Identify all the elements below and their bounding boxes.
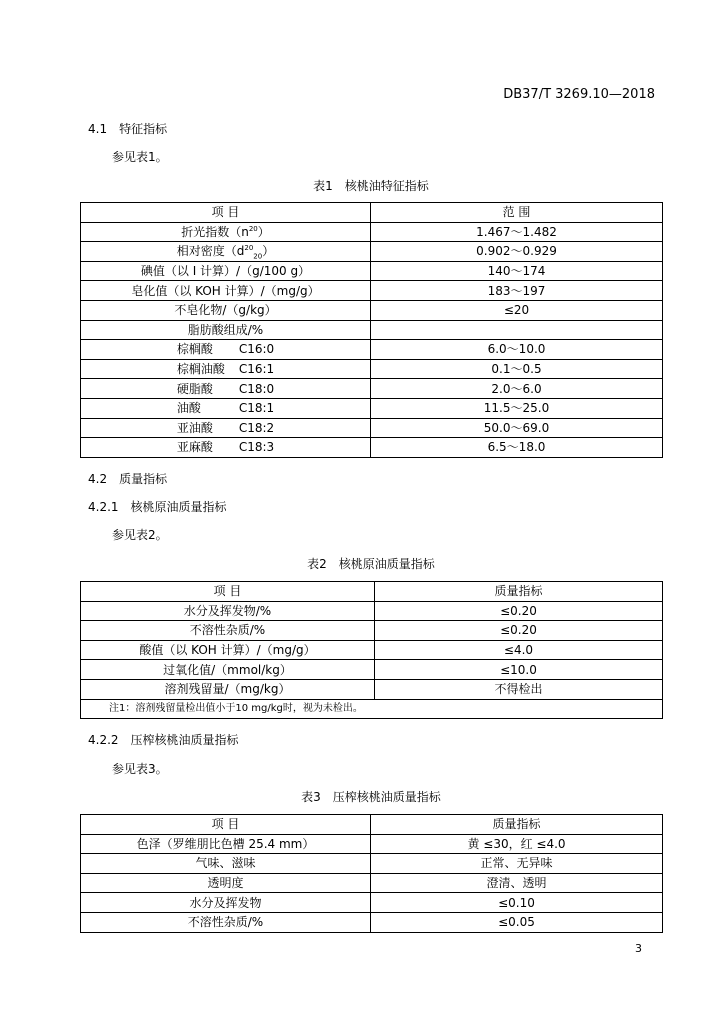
table-cell-item: 碘值（以 I 计算）/（g/100 g） [81, 261, 371, 281]
table-cell-item: 透明度 [81, 873, 371, 893]
table-1-header-range: 范 围 [371, 203, 663, 223]
relative-density-label: 相对密度$(d^{20}_{20})$ [81, 242, 371, 262]
table-2-header-item: 项 目 [81, 582, 375, 602]
table-row [81, 912, 663, 932]
relative-density-value: 0.902～0.929 [371, 242, 663, 262]
table-cell-item: 色泽（罗维朋比色槽 25.4 mm） [81, 834, 371, 854]
table-row [81, 621, 663, 641]
table-row [81, 242, 663, 262]
table-1-header-item: 项 目 [81, 203, 371, 223]
table-cell-value: ≤0.20 [375, 621, 663, 641]
fatty-acid-item: 亚麻酸 C18:3 [81, 438, 371, 458]
fatty-acid-value: 11.5～25.0 [371, 398, 663, 418]
table-cell-value: 澄清、透明 [371, 873, 663, 893]
table-row [81, 873, 663, 893]
table-row [81, 281, 663, 301]
table-3-header-value: 质量指标 [371, 815, 663, 835]
fatty-acid-item: 棕榈酸 C16:0 [81, 340, 371, 360]
fatty-acid-value: 6.0～10.0 [371, 340, 663, 360]
table-3-header-row [81, 815, 663, 835]
section-4-2-2-title: 4.2.2 压榨核桃油质量指标 [88, 733, 239, 747]
table-cell-item: 不溶性杂质/% [81, 621, 375, 641]
section-4-2-2-reference: 参见表3。 [112, 762, 168, 776]
table-1-caption: 表1 核桃油特征指标 [313, 179, 429, 193]
document-code: DB37/T 3269.10—2018 [503, 87, 655, 102]
table-cell-value: 140～174 [371, 261, 663, 281]
table-note-row [81, 699, 663, 719]
page-number: 3 [635, 942, 642, 955]
table-cell-item: 不皂化物/（g/kg） [81, 300, 371, 320]
table-cell-item: 酸值（以 KOH 计算）/（mg/g） [81, 640, 375, 660]
table-row [81, 854, 663, 874]
table-cell-value: ≤0.05 [371, 912, 663, 932]
fatty-acid-item: 硬脂酸 C18:0 [81, 379, 371, 399]
table-row [81, 834, 663, 854]
section-4-2-1-reference: 参见表2。 [112, 528, 168, 542]
section-4-1-reference: 参见表1。 [112, 150, 168, 164]
refractive-index-value: 1.467～1.482 [371, 222, 663, 242]
table-2-header-value: 质量指标 [375, 582, 663, 602]
table-2-header-row [81, 582, 663, 602]
table-cell-item: 水分及挥发物/% [81, 601, 375, 621]
table-row [81, 679, 663, 699]
table-row [81, 660, 663, 680]
table-1-header-row [81, 203, 663, 223]
table-cell-value: 不得检出 [375, 679, 663, 699]
table-3-caption: 表3 压榨核桃油质量指标 [301, 790, 441, 804]
fatty-acid-item: 棕榈油酸 C16:1 [81, 359, 371, 379]
table-row [81, 222, 663, 242]
fatty-acid-value: 6.5～18.0 [371, 438, 663, 458]
fatty-acid-value: 2.0～6.0 [371, 379, 663, 399]
table-cell-item: 皂化值（以 KOH 计算）/（mg/g） [81, 281, 371, 301]
table-2-caption: 表2 核桃原油质量指标 [307, 557, 435, 571]
table-3-header-item: 项 目 [81, 815, 371, 835]
table-3 [80, 814, 663, 933]
table-1 [80, 202, 663, 458]
table-cell-item: 过氧化值/（mmol/kg） [81, 660, 375, 680]
table-cell-value: 黄 ≤30，红 ≤4.0 [371, 834, 663, 854]
section-4-1-title: 4.1 特征指标 [88, 122, 168, 136]
table-cell-value: 183～197 [371, 281, 663, 301]
table-cell-item: 不溶性杂质/% [81, 912, 371, 932]
fatty-acid-item: 亚油酸 C18:2 [81, 418, 371, 438]
table-cell-value: ≤4.0 [375, 640, 663, 660]
table-row [81, 398, 663, 418]
table-2 [80, 581, 663, 719]
table-row [81, 379, 663, 399]
table-row [81, 300, 663, 320]
refractive-index-label: 折光指数$(n^{20})$ [81, 222, 371, 242]
section-4-2-title: 4.2 质量指标 [88, 472, 168, 486]
table-row [81, 893, 663, 913]
fatty-acid-value: 50.0～69.0 [371, 418, 663, 438]
table-cell-value [371, 320, 663, 340]
table-cell-value: 正常、无异味 [371, 854, 663, 874]
table-cell-item: 气味、滋味 [81, 854, 371, 874]
table-row [81, 359, 663, 379]
table-row [81, 320, 663, 340]
table-cell-value: ≤0.10 [371, 893, 663, 913]
table-cell-item: 溶剂残留量/（mg/kg） [81, 679, 375, 699]
table-cell-item: 脂肪酸组成/% [81, 320, 371, 340]
table-cell-value: ≤10.0 [375, 660, 663, 680]
table-row [81, 438, 663, 458]
table-cell-value: ≤20 [371, 300, 663, 320]
table-row [81, 261, 663, 281]
table-row [81, 601, 663, 621]
table-row [81, 340, 663, 360]
table-cell-item: 水分及挥发物 [81, 893, 371, 913]
table-row [81, 640, 663, 660]
table-row [81, 418, 663, 438]
table-2-note: 注1：溶剂残留量检出值小于10 mg/kg时，视为未检出。 [81, 699, 663, 719]
fatty-acid-item: 油酸 C18:1 [81, 398, 371, 418]
section-4-2-1-title: 4.2.1 核桃原油质量指标 [88, 500, 227, 514]
fatty-acid-value: 0.1～0.5 [371, 359, 663, 379]
table-cell-value: ≤0.20 [375, 601, 663, 621]
